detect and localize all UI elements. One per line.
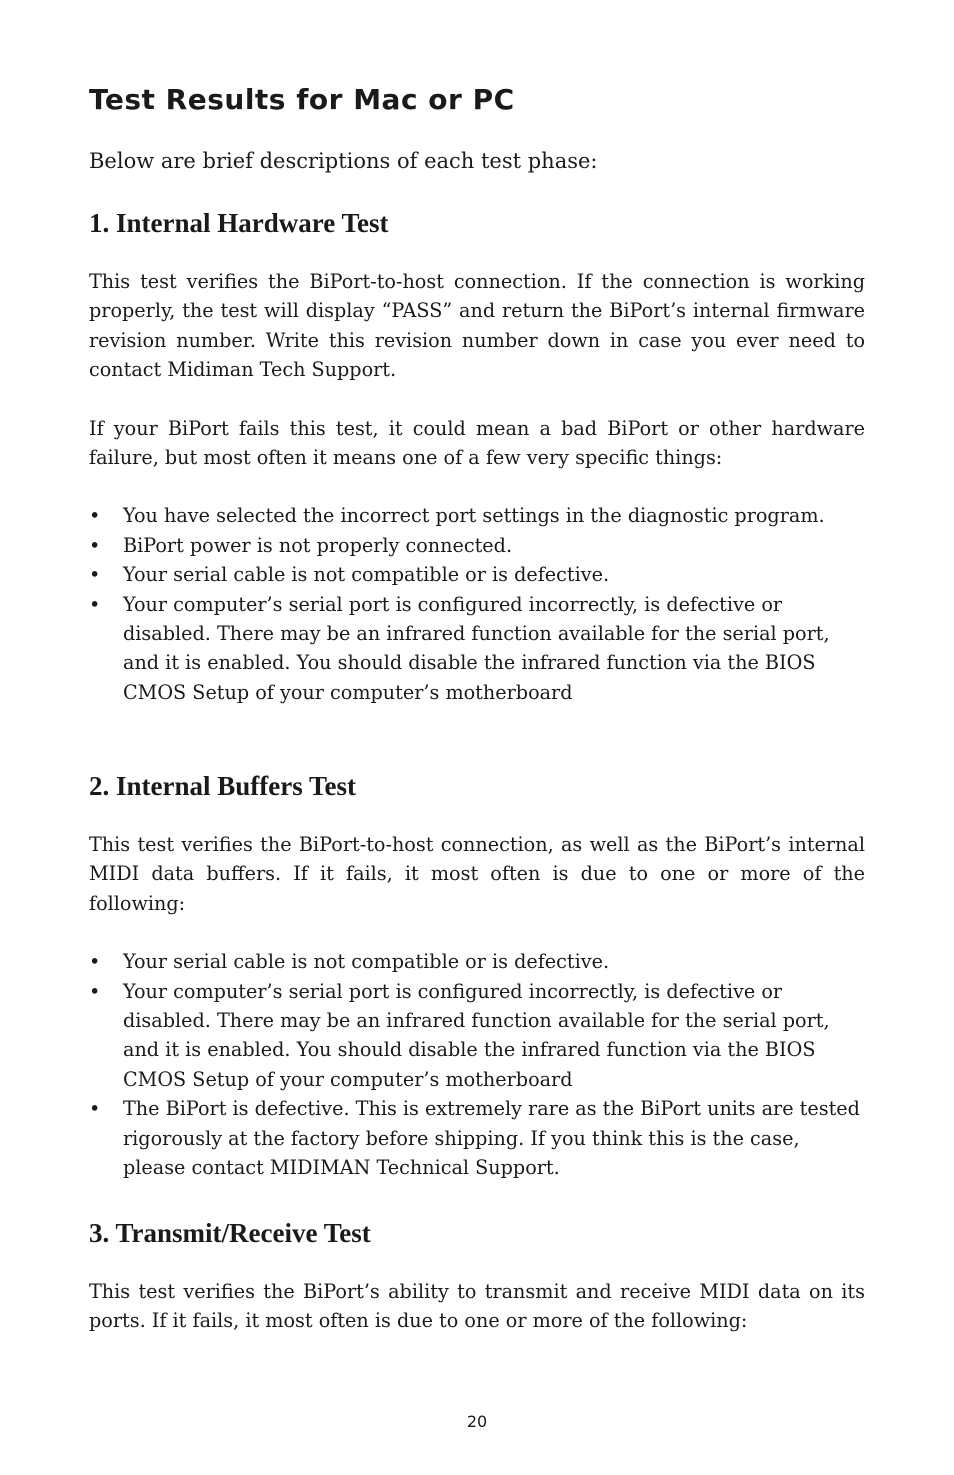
section-paragraph: This test verifies the BiPort-to-host connection, as well as the BiPort’s internal MIDI data buffers. If it fails, it most often is due to one or more of the following: (89, 833, 865, 915)
list-item-text: The BiPort is defective. This is extremely rare as the BiPort units are tested rigorously at the factory before shipping. If you think this is the case, please contact MIDIMAN Technical Support. (123, 1097, 860, 1180)
intro-text: Below are brief descriptions of each test phase: (89, 149, 598, 173)
section-paragraph: This test verifies the BiPort-to-host connection. If the connection is working properly, the test will display “PASS” and return the BiPort’s internal firmware revision number. Write this revision number down in case you ever need to contact Midiman Tech Support. (89, 270, 865, 382)
section-transmit-receive-test (89, 1215, 865, 1336)
section-internal-hardware-test (89, 205, 865, 707)
bullet-icon: • (89, 950, 101, 974)
bullet-icon: • (89, 592, 101, 616)
section-paragraph: If your BiPort fails this test, it could mean a bad BiPort or other hardware failure, but most often it means one of a few very specific things: (89, 416, 865, 470)
bullet-icon: • (89, 1097, 101, 1121)
bullet-icon: • (89, 563, 101, 587)
list-item (89, 1094, 865, 1182)
section-heading: 3. Transmit/Receive Test (89, 1218, 371, 1248)
list-item-text: Your computer’s serial port is configured incorrectly, is defective or disabled. There may be an infrared function available for the serial port, and it is enabled. You should disable the infrared function via the BIOS CMOS Setup of your computer’s motherboard (123, 592, 830, 704)
section-heading: 1. Internal Hardware Test (89, 208, 389, 238)
bullet-icon: • (89, 979, 101, 1003)
bullet-list (89, 947, 865, 1182)
section-internal-buffers-test (89, 768, 865, 1182)
bullet-icon: • (89, 533, 101, 557)
list-item (89, 590, 865, 708)
list-item-text: Your serial cable is not compatible or is defective. (123, 950, 610, 974)
page-number: 20 (466, 1412, 488, 1431)
list-item (89, 977, 865, 1095)
section-heading: 2. Internal Buffers Test (89, 771, 357, 801)
bullet-list (89, 501, 865, 707)
list-item-text: Your computer’s serial port is configured incorrectly, is defective or disabled. There may be an infrared function available for the serial port, and it is enabled. You should disable the infrared function via the BIOS CMOS Setup of your computer’s motherboard (123, 979, 830, 1091)
list-item (89, 501, 865, 530)
list-item-text: BiPort power is not properly connected. (123, 533, 513, 557)
bullet-icon: • (89, 504, 101, 528)
page-title: Test Results for Mac or PC (89, 83, 515, 116)
section-paragraph: This test verifies the BiPort’s ability to transmit and receive MIDI data on its ports. If it fails, it most often is due to one or more of the following: (89, 1280, 865, 1333)
list-item (89, 560, 865, 589)
list-item-text: Your serial cable is not compatible or is defective. (123, 563, 610, 587)
list-item (89, 531, 865, 560)
list-item-text: You have selected the incorrect port settings in the diagnostic program. (123, 504, 825, 528)
list-item (89, 947, 865, 976)
